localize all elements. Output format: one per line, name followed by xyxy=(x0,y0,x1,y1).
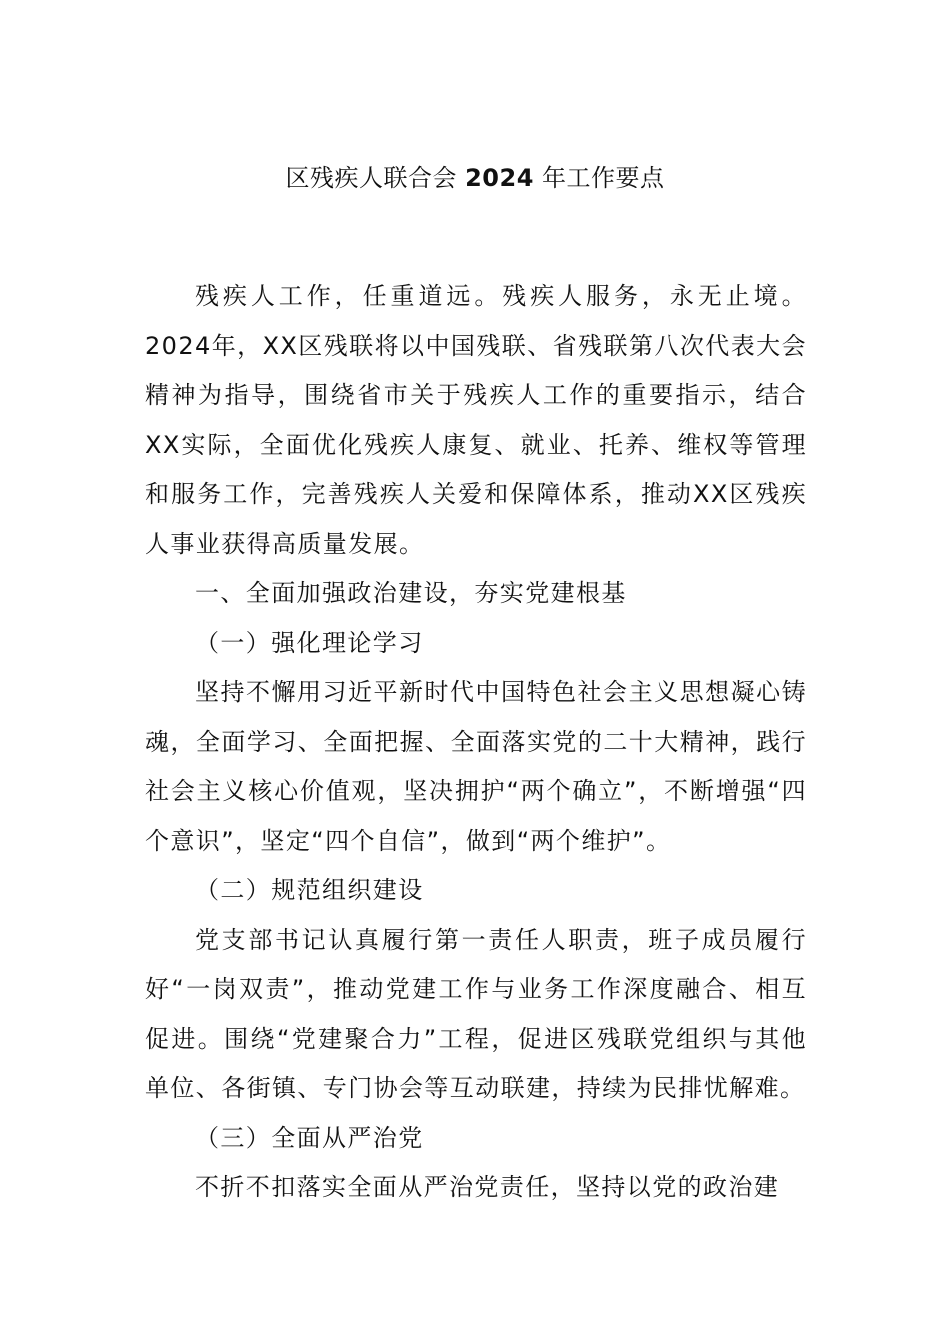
title-prefix: 区残疾人联合会 xyxy=(285,164,457,192)
title-year: 2024 xyxy=(465,164,534,192)
paragraph-theory-study: 坚持不懈用习近平新时代中国特色社会主义思想凝心铸魂，全面学习、全面把握、全面落实党的二十大精神，践行社会主义核心价值观，坚决拥护“两个确立”，不断增强“四个意识”，坚定“四个自信”，做到“两个维护”。 xyxy=(145,678,807,855)
subsection-heading-2: （二）规范组织建设 xyxy=(195,876,424,904)
subsection-heading-1: （一）强化理论学习 xyxy=(195,628,424,657)
paragraph-strict-governance: 不折不扣落实全面从严治党责任，坚持以党的政治建 xyxy=(195,1173,780,1201)
intro-paragraph: 残疾人工作，任重道远。残疾人服务，永无止境。2024年，XX区残联将以中国残联、省残联第八次代表大会精神为指导，围绕省市关于残疾人工作的重要指示，结合XX实际，全面优化残疾人康复、就业、托养、维权等管理和服务工作，完善残疾人关爱和保障体系，推动XX区残疾人事业获得高质量发展。 xyxy=(145,282,807,558)
paragraph-organization: 党支部书记认真履行第一责任人职责，班子成员履行好“一岗双责”，推动党建工作与业务工作深度融合、相互促进。围绕“党建聚合力”工程，促进区残联党组织与其他单位、各街镇、专门协会等互动联建，持续为民排忧解难。 xyxy=(145,925,807,1102)
section-heading-1: 一、全面加强政治建设，夯实党建根基 xyxy=(195,579,627,607)
document-title xyxy=(0,158,950,198)
subsection-heading-3: （三）全面从严治党 xyxy=(195,1123,424,1152)
title-suffix: 年工作要点 xyxy=(542,164,665,192)
document-body xyxy=(145,272,807,1213)
